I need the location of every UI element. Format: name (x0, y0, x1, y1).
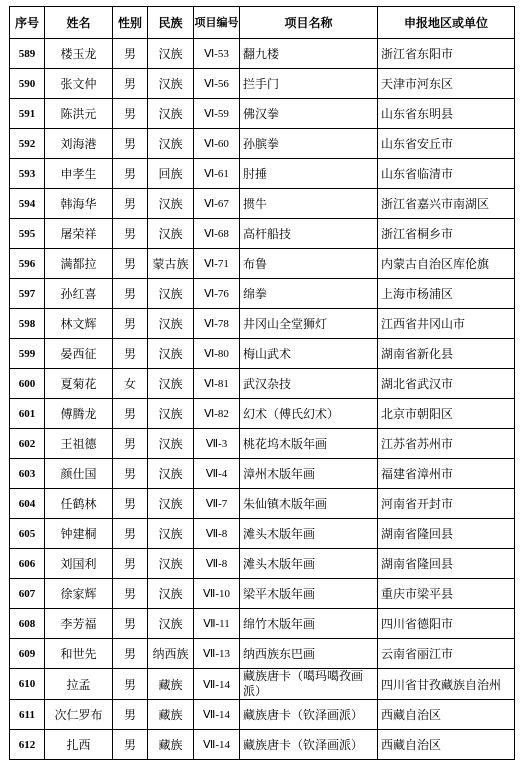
cell-project-code: Ⅵ-80 (194, 339, 240, 369)
cell-ethnicity: 汉族 (148, 309, 194, 339)
cell-serial: 603 (10, 459, 45, 489)
cell-serial: 611 (10, 700, 45, 730)
cell-region: 江苏省苏州市 (378, 429, 515, 459)
cell-project-code: Ⅵ-76 (194, 279, 240, 309)
heritage-inheritors-table (9, 6, 515, 760)
cell-project-code: Ⅶ-14 (194, 730, 240, 760)
cell-name: 张文仲 (45, 69, 113, 99)
cell-project-code: Ⅵ-71 (194, 249, 240, 279)
table-body (10, 39, 515, 760)
cell-project-name: 布鲁 (240, 249, 378, 279)
table-row (10, 399, 515, 429)
cell-project-name: 朱仙镇木版年画 (240, 489, 378, 519)
cell-project-name: 滩头木版年画 (240, 519, 378, 549)
cell-region: 重庆市梁平县 (378, 579, 515, 609)
cell-project-code: Ⅵ-68 (194, 219, 240, 249)
table-row (10, 489, 515, 519)
cell-region: 江西省井冈山市 (378, 309, 515, 339)
cell-serial: 595 (10, 219, 45, 249)
cell-project-name: 绵拳 (240, 279, 378, 309)
cell-ethnicity: 汉族 (148, 579, 194, 609)
table-row (10, 639, 515, 669)
cell-name: 陈洪元 (45, 99, 113, 129)
cell-region: 西藏自治区 (378, 730, 515, 760)
cell-project-code: Ⅶ-3 (194, 429, 240, 459)
cell-ethnicity: 汉族 (148, 369, 194, 399)
table-header-row (10, 7, 515, 39)
cell-serial: 591 (10, 99, 45, 129)
cell-ethnicity: 汉族 (148, 189, 194, 219)
header-region: 申报地区或单位 (378, 7, 515, 39)
cell-project-name: 纳西族东巴画 (240, 639, 378, 669)
cell-gender: 男 (113, 159, 148, 189)
cell-serial: 593 (10, 159, 45, 189)
cell-serial: 600 (10, 369, 45, 399)
cell-project-code: Ⅵ-59 (194, 99, 240, 129)
cell-ethnicity: 回族 (148, 159, 194, 189)
header-gender: 性别 (113, 7, 148, 39)
cell-project-name: 拦手门 (240, 69, 378, 99)
table-row (10, 700, 515, 730)
cell-gender: 男 (113, 459, 148, 489)
cell-project-name: 武汉杂技 (240, 369, 378, 399)
cell-serial: 604 (10, 489, 45, 519)
cell-project-code: Ⅶ-13 (194, 639, 240, 669)
cell-project-code: Ⅶ-11 (194, 609, 240, 639)
cell-name: 夏菊花 (45, 369, 113, 399)
cell-serial: 602 (10, 429, 45, 459)
table-row (10, 159, 515, 189)
cell-gender: 男 (113, 700, 148, 730)
cell-region: 上海市杨浦区 (378, 279, 515, 309)
cell-gender: 男 (113, 579, 148, 609)
cell-serial: 590 (10, 69, 45, 99)
cell-region: 四川省甘孜藏族自治州 (378, 669, 515, 700)
cell-ethnicity: 汉族 (148, 429, 194, 459)
table-row (10, 339, 515, 369)
table-row (10, 730, 515, 760)
cell-name: 扎西 (45, 730, 113, 760)
cell-ethnicity: 汉族 (148, 399, 194, 429)
header-name: 姓名 (45, 7, 113, 39)
cell-serial: 607 (10, 579, 45, 609)
cell-name: 屠荣祥 (45, 219, 113, 249)
cell-name: 次仁罗布 (45, 700, 113, 730)
cell-gender: 男 (113, 219, 148, 249)
table-row (10, 459, 515, 489)
cell-name: 晏西征 (45, 339, 113, 369)
table-row (10, 99, 515, 129)
cell-gender: 男 (113, 69, 148, 99)
cell-ethnicity: 藏族 (148, 730, 194, 760)
cell-name: 傅腾龙 (45, 399, 113, 429)
table-row (10, 249, 515, 279)
cell-project-name: 梁平木版年画 (240, 579, 378, 609)
cell-region: 福建省漳州市 (378, 459, 515, 489)
cell-gender: 男 (113, 339, 148, 369)
header-project-name: 项目名称 (240, 7, 378, 39)
cell-name: 楼玉龙 (45, 39, 113, 69)
cell-project-code: Ⅶ-4 (194, 459, 240, 489)
cell-gender: 男 (113, 399, 148, 429)
table-row (10, 219, 515, 249)
cell-project-name: 漳州木版年画 (240, 459, 378, 489)
cell-project-name: 绵竹木版年画 (240, 609, 378, 639)
cell-project-code: Ⅵ-81 (194, 369, 240, 399)
cell-ethnicity: 汉族 (148, 519, 194, 549)
cell-project-code: Ⅵ-67 (194, 189, 240, 219)
table-row (10, 279, 515, 309)
cell-serial: 608 (10, 609, 45, 639)
header-project-code: 项目编号 (194, 7, 240, 39)
cell-name: 韩海华 (45, 189, 113, 219)
cell-region: 内蒙古自治区库伦旗 (378, 249, 515, 279)
cell-project-code: Ⅵ-61 (194, 159, 240, 189)
cell-name: 李芳福 (45, 609, 113, 639)
cell-region: 河南省开封市 (378, 489, 515, 519)
cell-project-name: 高杆船技 (240, 219, 378, 249)
cell-name: 孙红喜 (45, 279, 113, 309)
cell-ethnicity: 藏族 (148, 700, 194, 730)
cell-region: 山东省临清市 (378, 159, 515, 189)
cell-project-name: 孙膑拳 (240, 129, 378, 159)
cell-project-name: 藏族唐卡（钦泽画派） (240, 730, 378, 760)
table-row (10, 369, 515, 399)
cell-project-name: 井冈山全堂狮灯 (240, 309, 378, 339)
cell-ethnicity: 汉族 (148, 39, 194, 69)
cell-serial: 592 (10, 129, 45, 159)
cell-project-name: 肘捶 (240, 159, 378, 189)
cell-project-name: 幻术（傅氏幻术） (240, 399, 378, 429)
cell-name: 刘海港 (45, 129, 113, 159)
cell-ethnicity: 汉族 (148, 459, 194, 489)
cell-gender: 男 (113, 39, 148, 69)
cell-serial: 612 (10, 730, 45, 760)
cell-ethnicity: 汉族 (148, 219, 194, 249)
cell-name: 颜仕国 (45, 459, 113, 489)
cell-region: 湖南省隆回县 (378, 549, 515, 579)
cell-ethnicity: 汉族 (148, 129, 194, 159)
cell-ethnicity: 纳西族 (148, 639, 194, 669)
cell-name: 任鹤林 (45, 489, 113, 519)
cell-serial: 597 (10, 279, 45, 309)
cell-gender: 男 (113, 189, 148, 219)
cell-project-name: 佛汉拳 (240, 99, 378, 129)
cell-region: 浙江省桐乡市 (378, 219, 515, 249)
cell-region: 浙江省东阳市 (378, 39, 515, 69)
cell-project-name: 翻九楼 (240, 39, 378, 69)
cell-serial: 606 (10, 549, 45, 579)
cell-ethnicity: 汉族 (148, 279, 194, 309)
cell-gender: 男 (113, 489, 148, 519)
cell-gender: 男 (113, 309, 148, 339)
cell-name: 申孝生 (45, 159, 113, 189)
cell-project-code: Ⅶ-14 (194, 700, 240, 730)
cell-region: 山东省安丘市 (378, 129, 515, 159)
table-row (10, 309, 515, 339)
cell-gender: 男 (113, 429, 148, 459)
cell-serial: 601 (10, 399, 45, 429)
table-row (10, 189, 515, 219)
table-row (10, 609, 515, 639)
cell-gender: 男 (113, 99, 148, 129)
cell-project-name: 掼牛 (240, 189, 378, 219)
cell-region: 湖南省新化县 (378, 339, 515, 369)
cell-ethnicity: 蒙古族 (148, 249, 194, 279)
cell-name: 满都拉 (45, 249, 113, 279)
cell-serial: 610 (10, 669, 45, 700)
cell-project-code: Ⅵ-82 (194, 399, 240, 429)
cell-project-code: Ⅵ-78 (194, 309, 240, 339)
cell-name: 拉孟 (45, 669, 113, 700)
cell-region: 西藏自治区 (378, 700, 515, 730)
cell-name: 刘国利 (45, 549, 113, 579)
table-row (10, 39, 515, 69)
cell-gender: 男 (113, 549, 148, 579)
table-row (10, 69, 515, 99)
header-ethnicity: 民族 (148, 7, 194, 39)
cell-project-code: Ⅶ-8 (194, 549, 240, 579)
cell-gender: 男 (113, 279, 148, 309)
header-serial: 序号 (10, 7, 45, 39)
cell-ethnicity: 汉族 (148, 549, 194, 579)
cell-serial: 609 (10, 639, 45, 669)
cell-ethnicity: 汉族 (148, 339, 194, 369)
cell-region: 山东省东明县 (378, 99, 515, 129)
cell-serial: 596 (10, 249, 45, 279)
cell-project-name: 滩头木版年画 (240, 549, 378, 579)
cell-project-code: Ⅶ-7 (194, 489, 240, 519)
cell-gender: 男 (113, 730, 148, 760)
cell-name: 王祖德 (45, 429, 113, 459)
cell-name: 徐家辉 (45, 579, 113, 609)
cell-project-code: Ⅶ-10 (194, 579, 240, 609)
cell-serial: 594 (10, 189, 45, 219)
table-row (10, 129, 515, 159)
cell-gender: 男 (113, 609, 148, 639)
table-row (10, 549, 515, 579)
table-row (10, 519, 515, 549)
cell-name: 和世先 (45, 639, 113, 669)
cell-serial: 599 (10, 339, 45, 369)
cell-ethnicity: 汉族 (148, 69, 194, 99)
cell-project-name: 桃花坞木版年画 (240, 429, 378, 459)
cell-ethnicity: 藏族 (148, 669, 194, 700)
cell-project-code: Ⅶ-14 (194, 669, 240, 700)
cell-name: 钟建桐 (45, 519, 113, 549)
cell-ethnicity: 汉族 (148, 99, 194, 129)
cell-name: 林文辉 (45, 309, 113, 339)
cell-gender: 男 (113, 669, 148, 700)
cell-gender: 女 (113, 369, 148, 399)
cell-serial: 589 (10, 39, 45, 69)
cell-gender: 男 (113, 519, 148, 549)
cell-region: 四川省德阳市 (378, 609, 515, 639)
cell-region: 浙江省嘉兴市南湖区 (378, 189, 515, 219)
cell-region: 天津市河东区 (378, 69, 515, 99)
cell-serial: 598 (10, 309, 45, 339)
cell-region: 北京市朝阳区 (378, 399, 515, 429)
cell-region: 云南省丽江市 (378, 639, 515, 669)
cell-ethnicity: 汉族 (148, 489, 194, 519)
cell-gender: 男 (113, 639, 148, 669)
cell-gender: 男 (113, 249, 148, 279)
cell-project-name: 藏族唐卡（噶玛噶孜画派） (240, 669, 378, 700)
cell-project-name: 藏族唐卡（钦泽画派） (240, 700, 378, 730)
table-row (10, 669, 515, 700)
cell-project-code: Ⅵ-60 (194, 129, 240, 159)
cell-project-code: Ⅶ-8 (194, 519, 240, 549)
cell-region: 湖北省武汉市 (378, 369, 515, 399)
cell-project-name: 梅山武术 (240, 339, 378, 369)
cell-gender: 男 (113, 129, 148, 159)
cell-project-code: Ⅵ-53 (194, 39, 240, 69)
table-row (10, 579, 515, 609)
cell-serial: 605 (10, 519, 45, 549)
cell-ethnicity: 汉族 (148, 609, 194, 639)
cell-project-code: Ⅵ-56 (194, 69, 240, 99)
cell-region: 湖南省隆回县 (378, 519, 515, 549)
table-row (10, 429, 515, 459)
